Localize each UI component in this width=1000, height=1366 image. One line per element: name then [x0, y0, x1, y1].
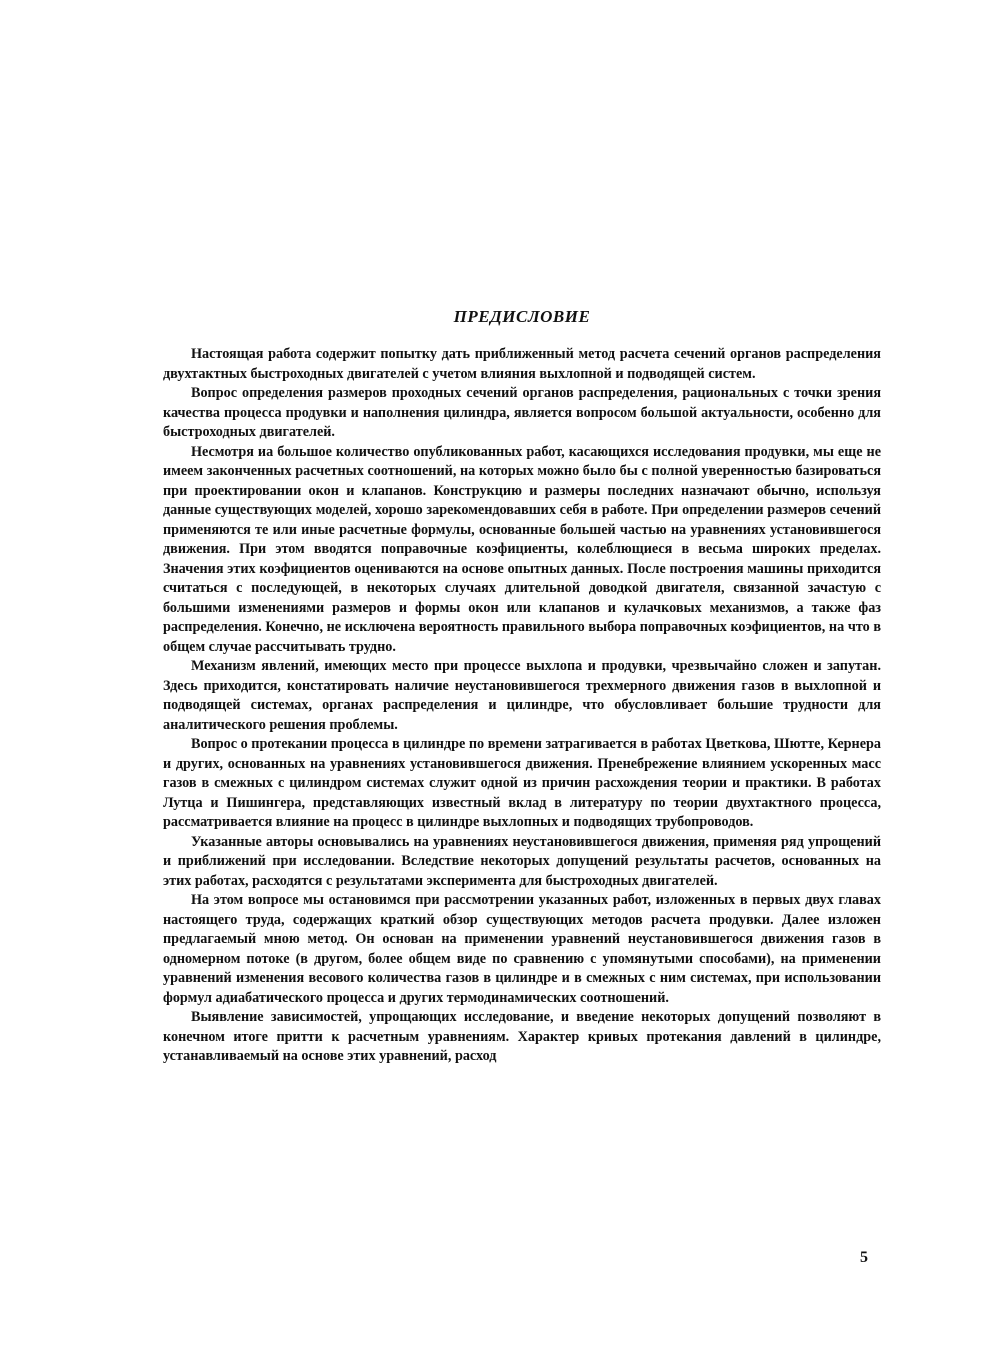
paragraph-8: Выявление зависимостей, упрощающих исследование, и введение некоторых допущений позволяют в конечном итоге притти к расчетным уравнениям. Характер кривых протекания давлений в цилиндре, устанавливаемый на основе этих уравнений, расход [163, 1009, 881, 1064]
paragraph-6: Указанные авторы основывались на уравнениях неустановившегося движения, применяя ряд упрощений и приближений при исследовании. Вследствие некоторых допущений результаты расчетов, основанных на этих работах, расходятся с результатами эксперимента для быстроходных двигателей. [163, 833, 881, 889]
paragraph-5: Вопрос о протекании процесса в цилиндре по времени затрагивается в работах Цветкова, Шютте, Кернера и других, основанных на уравнениях установившегося движения. Пренебрежение влиянием ускоренных масс газов в смежных с цилиндром системах служит одной из причин расхождения теории и практики. В работах Лутца и Пишингера, представляющих известный вклад в литературу по теории двухтактного процесса, рассматривается влияние на процесс в цилиндре выхлопных и подводящих трубопроводов. [163, 736, 881, 830]
section-title: ПРЕДИСЛОВИЕ [453, 307, 591, 326]
paragraph-7: На этом вопросе мы остановимся при рассмотрении указанных работ, изложенных в первых двух главах настоящего труда, содержащих краткий обзор существующих методов расчета продувки. Далее изложен предлагаемый мною метод. Он основан на применении уравнений неустановившегося движения газов в одномерном потоке (в другом, более общем виде по сравнению с упомянутыми способами), на применении уравнений изменения весового количества газов в цилиндре и в смежных с ним системах, при использовании формул адиабатического процесса и других термодинамических соотношений. [163, 892, 881, 1006]
paragraph-3: Несмотря иа большое количество опубликованных работ, касающихся исследования продувки, мы еще не имеем законченных расчетных соотношений, на которых можно было бы с полной уверенностью базироваться при проектировании окон и клапанов. Конструкцию и размеры последних назначают обычно, используя данные существующих моделей, хорошо зарекомендовавших себя в работе. При определении размеров сечений применяются те или иные расчетные формулы, основанные большей частью на уравнениях установившегося движения. При этом вводятся поправочные коэфициенты, колеблющиеся в весьма широких пределах. Значения этих коэфициентов оцениваются на основе опытных данных. После построения машины приходится считаться с последующей, в некоторых случаях длительной доводкой двигателя, связанной зачастую с большими изменениями размеров и формы окон или клапанов и кулачковых механизмов, а также фаз распределения. Конечно, не исключена вероятность правильного выбора поправочных коэфициентов, на что в общем случае рассчитывать трудно. [163, 443, 881, 655]
page-content [163, 307, 881, 1067]
paragraph-1: Настоящая работа содержит попытку дать приближенный метод расчета сечений органов распределения двухтактных быстроходных двигателей с учетом влияния выхлопной и подводящей систем. [163, 346, 881, 382]
page-number: 5 [860, 1249, 868, 1266]
paragraph-4: Механизм явлений, имеющих место при процессе выхлопа и продувки, чрезвычайно сложен и запутан. Здесь приходится, констатировать наличие неустановившегося трехмерного движения газов в выхлопной и подводящей системах, органах распределения и цилиндре, что обусловливает большие трудности для аналитического решения проблемы. [163, 658, 881, 733]
paragraph-2: Вопрос определения размеров проходных сечений органов распределения, рациональных с точки зрения качества процесса продувки и наполнения цилиндра, является вопросом большой актуальности, особенно для быстроходных двигателей. [163, 385, 881, 440]
